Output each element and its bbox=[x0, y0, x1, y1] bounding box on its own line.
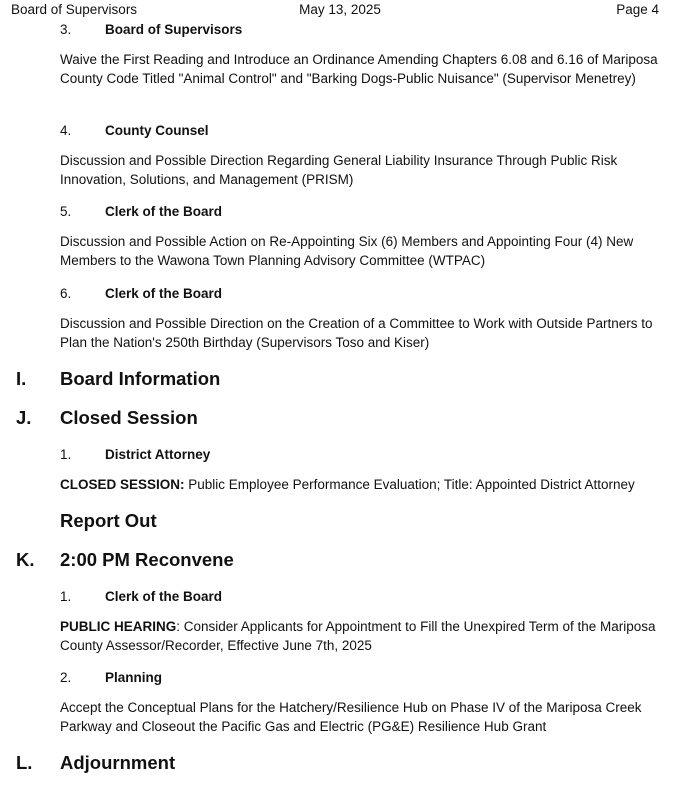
section-l-letter: L. bbox=[16, 752, 33, 773]
public-hearing-label: PUBLIC HEARING bbox=[60, 619, 177, 634]
item-title: Board of Supervisors bbox=[105, 22, 243, 37]
item-number: 1. bbox=[60, 447, 72, 462]
header-date: May 13, 2025 bbox=[299, 2, 381, 17]
agenda-item-5-heading bbox=[60, 204, 222, 220]
agenda-item-3-heading bbox=[60, 22, 242, 38]
agenda-item-k2-description: Accept the Conceptual Plans for the Hatchery/Resilience Hub on Phase IV of the Mariposa Creek Parkway and Closeout the Pacific Gas and Electric (PG&E) Resilience Hub Grant bbox=[60, 700, 642, 734]
report-out-heading: Report Out bbox=[60, 510, 157, 531]
item-title: Clerk of the Board bbox=[105, 589, 223, 604]
item-number: 5. bbox=[60, 204, 72, 219]
section-j-title: Closed Session bbox=[60, 407, 198, 428]
section-k-title: 2:00 PM Reconvene bbox=[60, 549, 234, 570]
section-i-title: Board Information bbox=[60, 368, 221, 389]
item-title: Clerk of the Board bbox=[105, 286, 223, 301]
agenda-item-k1-heading bbox=[60, 589, 222, 605]
header-left: Board of Supervisors bbox=[11, 2, 138, 17]
agenda-item-k1-description bbox=[60, 617, 660, 655]
section-i-letter: I. bbox=[16, 368, 27, 389]
agenda-item-j1-heading bbox=[60, 447, 210, 463]
public-hearing-text: : Consider Applicants for Appointment to Fill the Unexpired Term of the Mariposa County Assessor/Recorder, Effective June 7th, 2025 bbox=[60, 619, 656, 653]
item-number: 6. bbox=[60, 286, 72, 301]
item-number: 2. bbox=[60, 670, 72, 685]
agenda-item-5-description: Discussion and Possible Action on Re-Appointing Six (6) Members and Appointing Four (4) New Members to the Wawona Town Planning Advisory Committee (WTPAC) bbox=[60, 234, 634, 268]
header-page: Page 4 bbox=[616, 2, 659, 17]
agenda-item-j1-description bbox=[60, 475, 660, 494]
item-number: 4. bbox=[60, 123, 72, 138]
section-j-letter: J. bbox=[16, 407, 32, 428]
item-number: 3. bbox=[60, 22, 72, 37]
agenda-item-4-description: Discussion and Possible Direction Regarding General Liability Insurance Through Public Risk Innovation, Solutions, and Management (PRISM) bbox=[60, 153, 618, 187]
closed-session-text: Public Employee Performance Evaluation; Title: Appointed District Attorney bbox=[184, 477, 635, 492]
section-k-letter: K. bbox=[16, 549, 35, 570]
item-number: 1. bbox=[60, 589, 72, 604]
agenda-item-k2-heading bbox=[60, 670, 162, 686]
item-title: Clerk of the Board bbox=[105, 204, 223, 219]
section-l-title: Adjournment bbox=[60, 752, 176, 773]
agenda-item-4-heading bbox=[60, 123, 209, 139]
agenda-item-6-heading bbox=[60, 286, 222, 302]
closed-session-label: CLOSED SESSION: bbox=[60, 477, 185, 492]
agenda-item-3-description: Waive the First Reading and Introduce an Ordinance Amending Chapters 6.08 and 6.16 of Mariposa County Code Titled "Animal Control" and "Barking Dogs-Public Nuisance" (Supervisor Menetrey) bbox=[60, 52, 658, 86]
item-title: Planning bbox=[105, 670, 162, 685]
agenda-item-6-description: Discussion and Possible Direction on the Creation of a Committee to Work with Outside Partners to Plan the Nation's 250th Birthday (Supervisors Toso and Kiser) bbox=[60, 316, 653, 350]
item-title: County Counsel bbox=[105, 123, 209, 138]
item-title: District Attorney bbox=[105, 447, 211, 462]
